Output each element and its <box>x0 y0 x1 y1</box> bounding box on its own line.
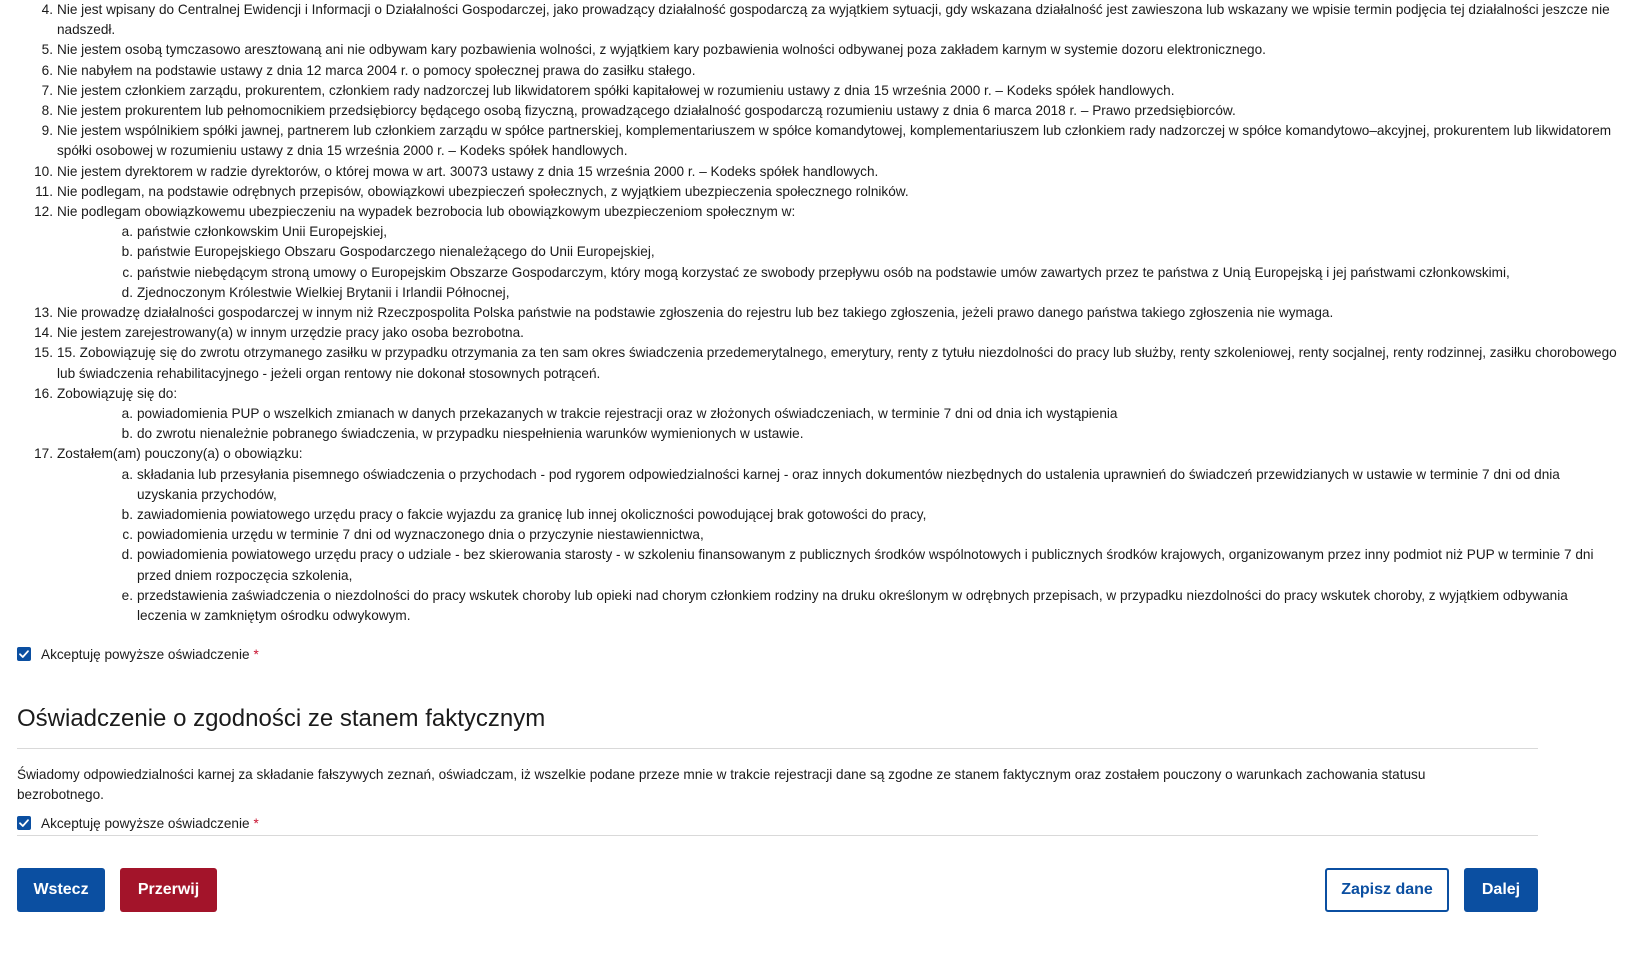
statement-number: 15. <box>34 345 53 361</box>
subitem-letter: a. <box>121 466 133 482</box>
required-marker: * <box>253 815 259 831</box>
statement-subitem <box>57 465 1617 505</box>
statement-number: 10. <box>34 163 53 179</box>
statement-item <box>17 40 1617 60</box>
statement-subitem <box>57 586 1617 626</box>
subitem-letter: b. <box>121 507 133 523</box>
subitem-text: państwie niebędącym stroną umowy o Europejskim Obszarze Gospodarczym, który mogą korzystać ze swobody przepływu osób na podstawie umów zawartych przez te państwa z Unią Europejską i jej państwami członkowskimi, <box>137 264 1510 280</box>
statement-text: Nie podlegam obowiązkowemu ubezpieczeniu na wypadek bezrobocia lub obowiązkowym ubezpieczeniom społecznym w: <box>57 204 796 220</box>
save-data-button[interactable]: Zapisz dane <box>1325 868 1449 912</box>
statement-item <box>17 61 1617 81</box>
statement-number: 13. <box>34 305 53 321</box>
statement-subitem <box>57 263 1617 283</box>
subitem-letter: e. <box>121 587 133 603</box>
statement-number: 4. <box>41 2 53 17</box>
subitem-text: Zjednoczonym Królestwie Wielkiej Brytanii i Irlandii Północnej, <box>137 284 510 300</box>
statement-text: Nie jestem osobą tymczasowo aresztowaną ani nie odbywam kary pozbawienia wolności, z wyjątkiem kary pozbawienia wolności odbywanej poza zakładem karnym w systemie dozoru elektronicznego. <box>57 42 1266 58</box>
statement-item <box>17 343 1617 383</box>
back-button[interactable]: Wstecz <box>17 868 105 912</box>
statement-subitem <box>57 404 1617 424</box>
next-button[interactable]: Dalej <box>1464 868 1538 912</box>
statement-number: 17. <box>34 446 53 462</box>
statement-text: Zobowiązuję się do: <box>57 385 178 401</box>
subitem-letter: b. <box>121 244 133 260</box>
statement-item <box>17 384 1617 445</box>
subitem-letter: c. <box>122 527 133 543</box>
statement-subitem <box>57 242 1617 262</box>
statement-subitem <box>57 222 1617 242</box>
statement-number: 16. <box>34 385 53 401</box>
statement-item <box>17 81 1617 101</box>
statement-text: Nie prowadzę działalności gospodarczej w innym niż Rzeczpospolita Polska państwie na podstawie zgłoszenia do rejestru lub bez takiego zgłoszenia, jeżeli prawo danego państwa takiego zgłoszenia nie wymaga. <box>57 305 1334 321</box>
section-body: Świadomy odpowiedzialności karnej za składanie fałszywych zeznań, oświadczam, iż wszelkie podane przeze mnie w trakcie rejestracji dane są zgodne ze stanem faktycznym oraz zostałem pouczony o warunkach zachowania statusu bezrobotnego. <box>17 767 1426 803</box>
statements-content <box>17 0 1617 833</box>
statement-number: 9. <box>41 123 53 139</box>
statement-sublist <box>57 222 1617 303</box>
subitem-letter: a. <box>121 224 133 240</box>
statement-item <box>17 162 1617 182</box>
statement-subitem <box>57 424 1617 444</box>
statement-text: Nie jestem prokurentem lub pełnomocnikiem przedsiębiorcy będącego osobą fizyczną, prowadzącego działalność gospodarczą rozumieniu ustawy z dnia 6 marca 2018 r. – Prawo przedsiębiorców. <box>57 103 1236 119</box>
statement-item <box>17 182 1617 202</box>
statement-text: 15. Zobowiązuję się do zwrotu otrzymanego zasiłku w przypadku otrzymania za ten sam okres świadczenia przedemerytalnego, emerytury, renty z tytułu niezdolności do pracy lub służby, renty szkoleniowej, renty socjalnej, renty rodzinnej, zasiłku chorobowego lub świadczenia rehabilitacyjnego - jeżeli organ rentowy nie dokonał stosownych potrąceń. <box>57 345 1617 381</box>
checkmark-icon <box>18 648 30 660</box>
statement-sublist <box>57 404 1617 444</box>
statement-subitem <box>57 283 1617 303</box>
subitem-letter: d. <box>121 547 133 563</box>
subitem-text: państwie Europejskiego Obszaru Gospodarczego nienależącego do Unii Europejskiej, <box>137 244 655 260</box>
statement-number: 8. <box>41 103 53 119</box>
subitem-text: powiadomienia powiatowego urzędu pracy o udziale - bez skierowania starosty - w szkoleniu finansowanym z publicznych środków wspólnotowych i publicznych środków krajowych, organizowanym przez inny podmiot niż PUP w terminie 7 dni przed dniem rozpoczęcia szkolenia, <box>137 547 1594 583</box>
subitem-letter: a. <box>121 406 133 422</box>
statement-subitem <box>57 525 1617 545</box>
statement-item <box>17 303 1617 323</box>
statement-text: Nie jestem wspólnikiem spółki jawnej, partnerem lub członkiem zarządu w spółce partnerskiej, komplementariuszem w spółce komandytowej, komplementariuszem lub członkiem rady nadzorczej w spółce komandytowo–akcyjnej, prokurentem lub likwidatorem spółki osobowej w rozumieniu ustawy z dnia 15 września 2000 r. – Kodeks spółek handlowych. <box>57 123 1612 159</box>
subitem-text: powiadomienia PUP o wszelkich zmianach w danych przekazanych w trakcie rejestracji oraz w złożonych oświadczeniach, w terminie 7 dni od dnia ich wystąpienia <box>137 406 1118 422</box>
statement-number: 14. <box>34 325 53 341</box>
accept-conformity-label[interactable]: Akceptuję powyższe oświadczenie <box>41 815 250 831</box>
subitem-text: do zwrotu nienależnie pobranego świadczenia, w przypadku niespełnienia warunków wymienionych w ustawie. <box>137 426 804 442</box>
statement-subitem <box>57 545 1617 585</box>
statement-item <box>17 101 1617 121</box>
checkmark-icon <box>18 817 30 829</box>
accept-conformity-row[interactable] <box>17 813 1617 833</box>
statement-text: Nie nabyłem na podstawie ustawy z dnia 12 marca 2004 r. o pomocy społecznej prawa do zasiłku stałego. <box>57 62 696 78</box>
statement-number: 7. <box>41 82 53 98</box>
subitem-text: składania lub przesyłania pisemnego oświadczenia o przychodach - pod rygorem odpowiedzialności karnej - oraz innych dokumentów niezbędnych do ustalenia uprawnień do świadczeń przewidzianych w ustawie w terminie 7 dni od dnia uzyskania przychodów, <box>137 466 1560 502</box>
required-marker: * <box>253 646 259 662</box>
subitem-text: państwie członkowskim Unii Europejskiej, <box>137 224 388 240</box>
statement-text: Nie podlegam, na podstawie odrębnych przepisów, obowiązkowi ubezpieczeń społecznych, z wyjątkiem ubezpieczenia społecznego rolników. <box>57 183 909 199</box>
abort-button[interactable]: Przerwij <box>120 868 217 912</box>
statements-list <box>17 0 1617 626</box>
statement-item <box>17 444 1617 626</box>
statement-number: 5. <box>41 42 53 58</box>
accept-statements-checkbox[interactable] <box>17 647 31 661</box>
subitem-text: powiadomienia urzędu w terminie 7 dni od wyznaczonego dnia o przyczynie niestawiennictwa, <box>137 527 704 543</box>
accept-statements-label[interactable]: Akceptuję powyższe oświadczenie <box>41 646 250 662</box>
subitem-text: przedstawienia zaświadczenia o niezdolności do pracy wskutek choroby lub opieki nad chorym członkiem rodziny na druku określonym w odrębnych przepisach, w przypadku niezdolności do pracy wskutek choroby, z wyjątkiem odbywania leczenia w zamkniętym ośrodku odwykowym. <box>137 587 1568 624</box>
footer-divider <box>17 835 1538 836</box>
statement-text: Nie jestem zarejestrowany(a) w innym urzędzie pracy jako osoba bezrobotna. <box>57 325 524 341</box>
statement-item <box>17 0 1617 40</box>
statement-item <box>17 202 1617 303</box>
statement-sublist <box>57 465 1617 627</box>
statement-item <box>17 121 1617 161</box>
statement-subitem <box>57 505 1617 525</box>
statement-text: Zostałem(am) pouczony(a) o obowiązku: <box>57 446 303 462</box>
statement-text: Nie jestem dyrektorem w radzie dyrektorów, o której mowa w art. 30073 ustawy z dnia 15 września 2000 r. – Kodeks spółek handlowych. <box>57 163 879 179</box>
subitem-letter: b. <box>121 426 133 442</box>
statement-text: Nie jest wpisany do Centralnej Ewidencji i Informacji o Działalności Gospodarczej, jako prowadzący działalność gospodarczą za wyjątkiem sytuacji, gdy wskazana działalność jest zawieszona lub wskazany we wpisie termin podjęcia tej działalności jeszcze nie nadszedł. <box>57 2 1610 38</box>
accept-conformity-checkbox[interactable] <box>17 816 31 830</box>
statement-item <box>17 323 1617 343</box>
subitem-text: zawiadomienia powiatowego urzędu pracy o fakcie wyjazdu za granicę lub innej okoliczności powodującej brak gotowości do pracy, <box>137 507 927 523</box>
statement-text: Nie jestem członkiem zarządu, prokurentem, członkiem rady nadzorczej lub likwidatorem spółki kapitałowej w rozumieniu ustawy z dnia 15 września 2000 r. – Kodeks spółek handlowych. <box>57 82 1175 98</box>
accept-statements-row[interactable] <box>17 644 1617 664</box>
statement-number: 11. <box>35 183 53 199</box>
statement-number: 12. <box>34 204 53 220</box>
section-title: Oświadczenie o zgodności ze stanem faktycznym <box>17 705 546 733</box>
statement-number: 6. <box>41 62 53 78</box>
subitem-letter: c. <box>122 264 133 280</box>
subitem-letter: d. <box>121 284 133 300</box>
